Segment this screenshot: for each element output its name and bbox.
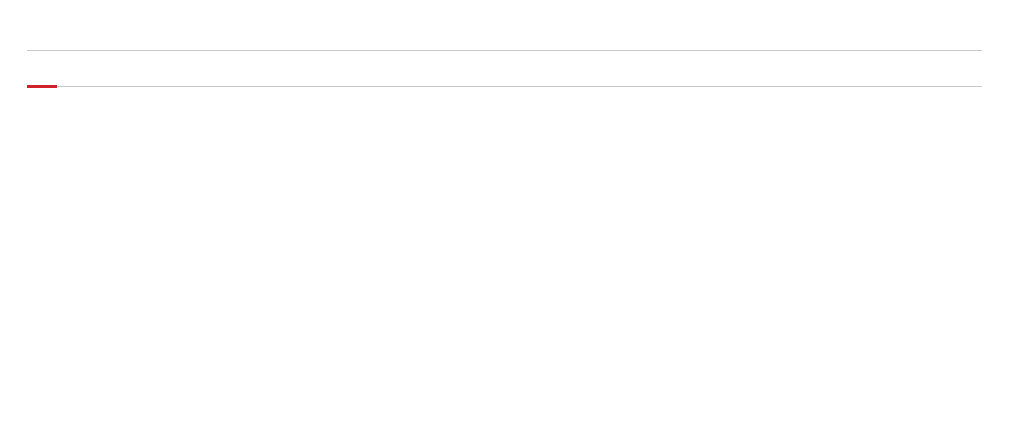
model-name (700, 62, 841, 86)
model-name (278, 62, 419, 86)
red-accent-bar (27, 85, 57, 88)
model-name (137, 62, 278, 86)
model-name (841, 62, 982, 86)
model-name (419, 62, 560, 86)
model-divider (27, 86, 982, 87)
model-header-row (137, 62, 982, 86)
title-divider (27, 50, 982, 51)
model-name (559, 62, 700, 86)
